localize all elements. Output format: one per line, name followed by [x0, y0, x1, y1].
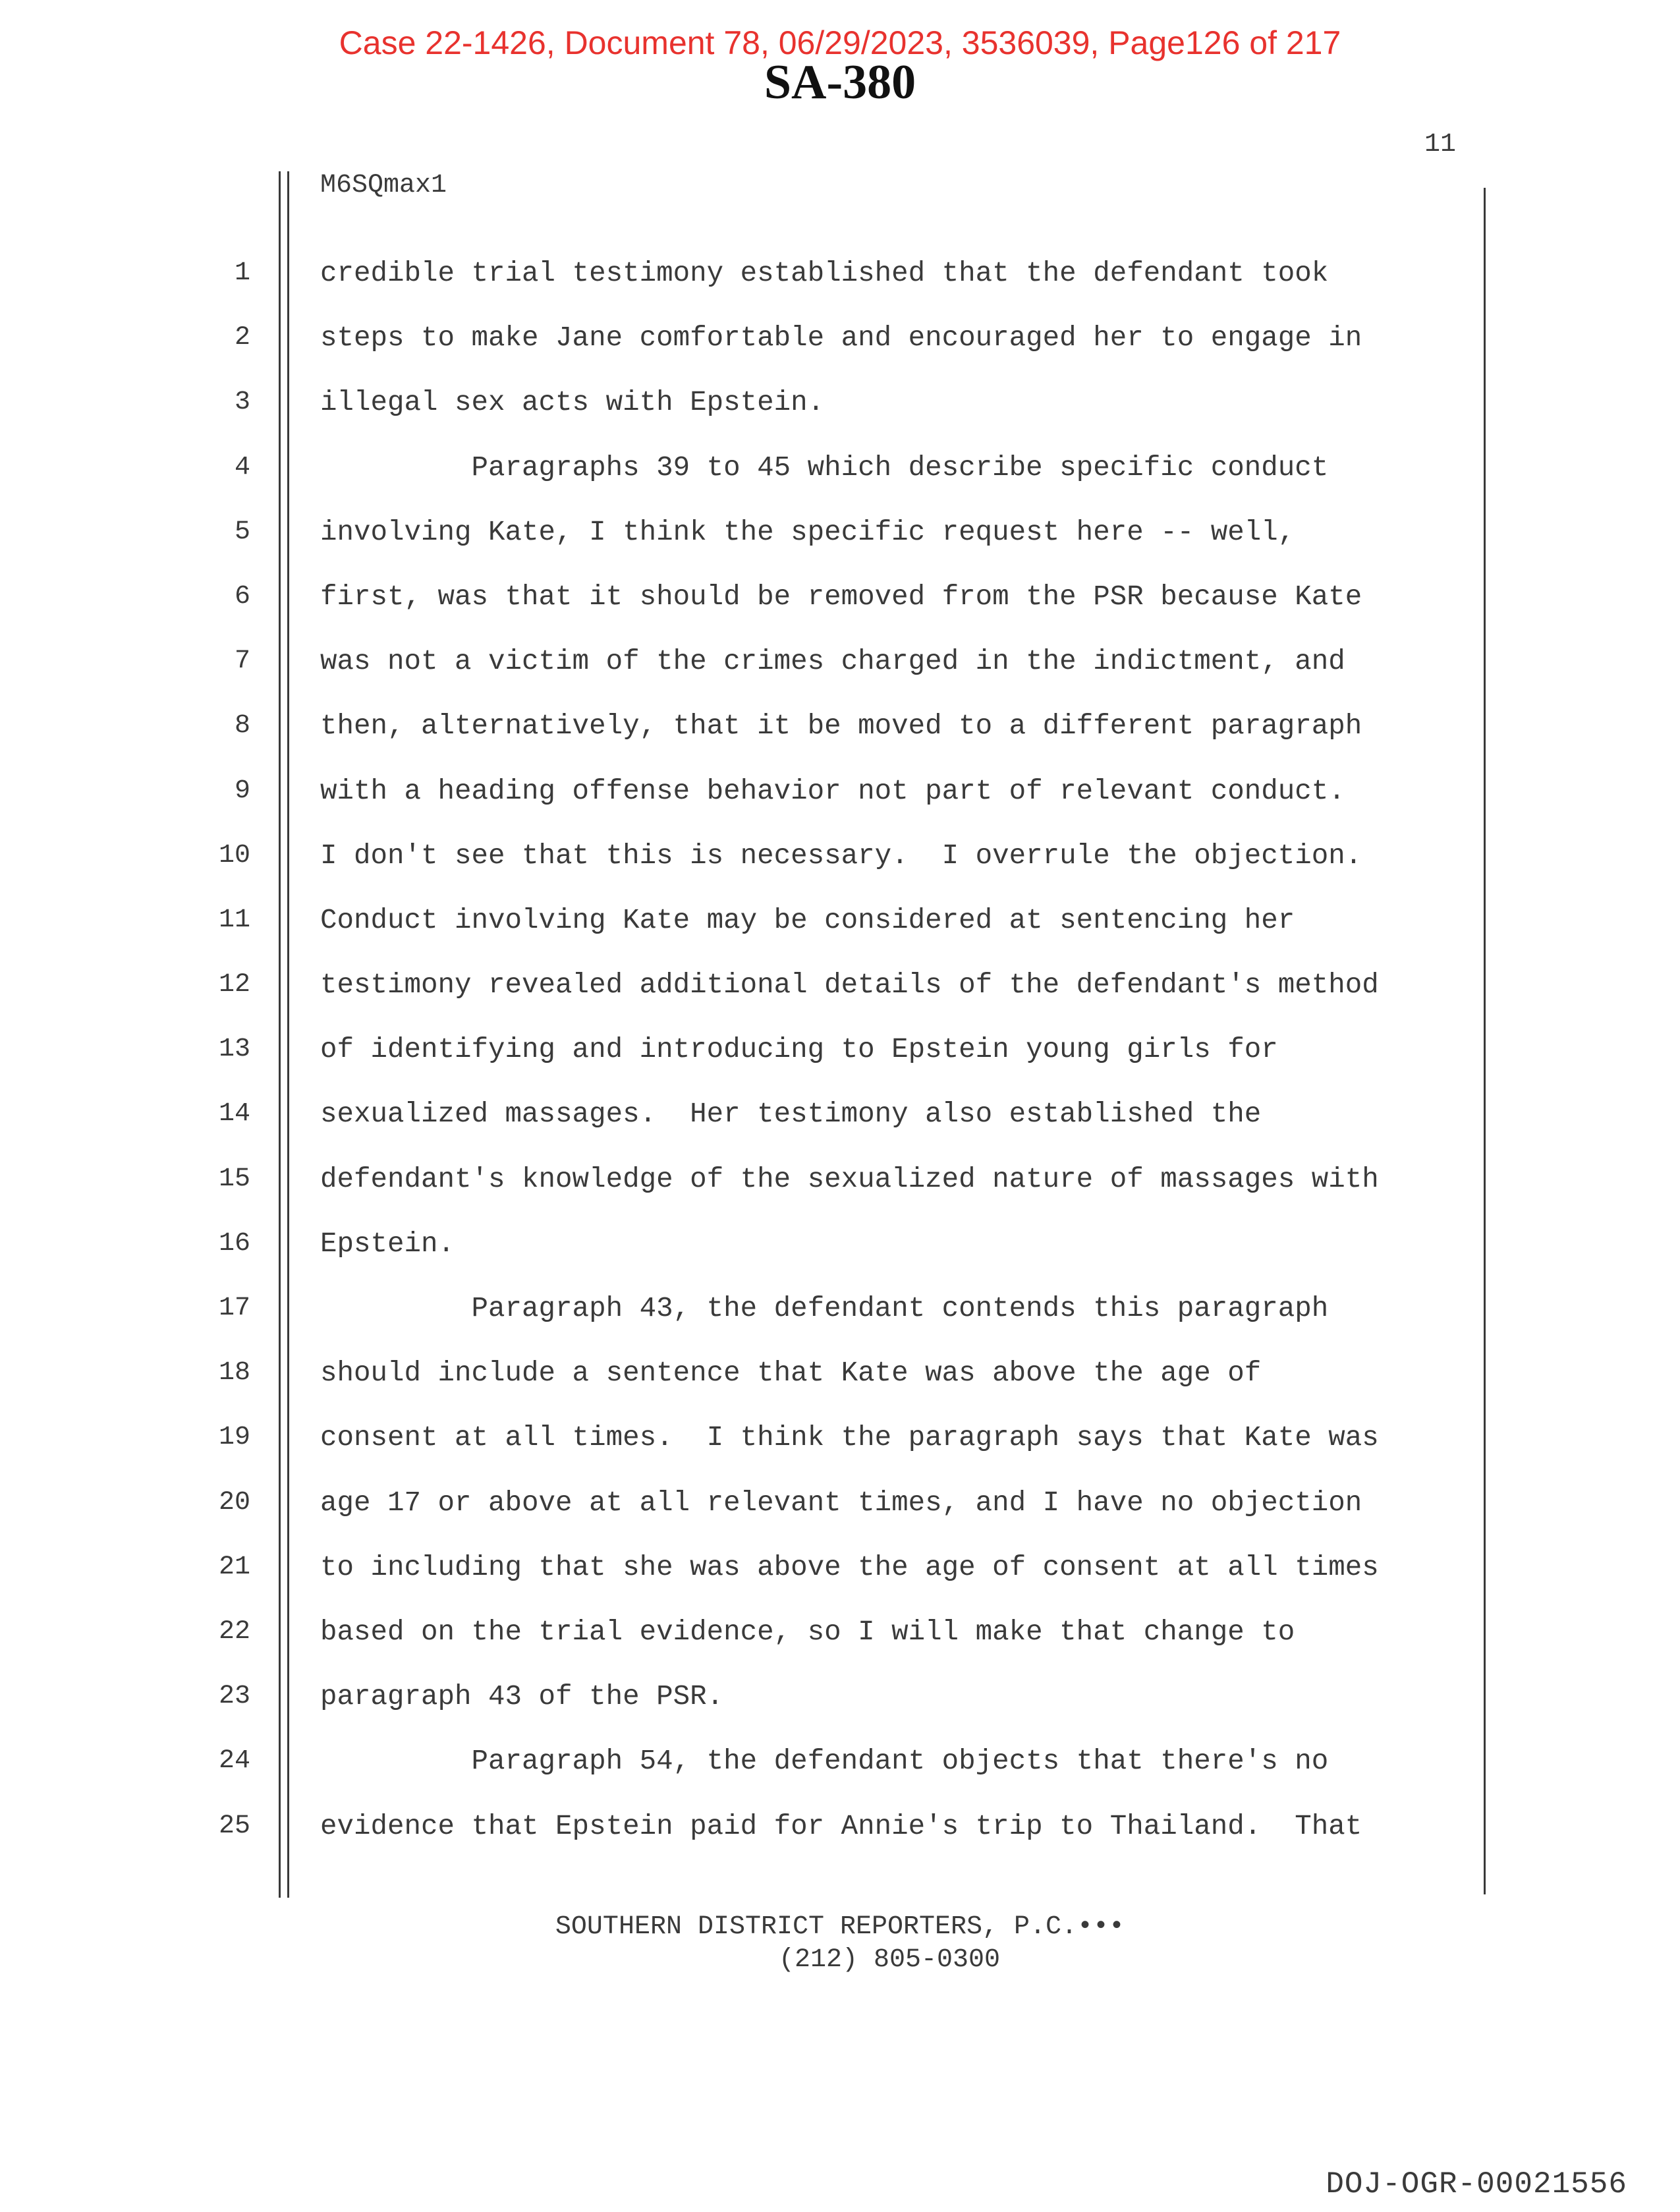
line-number: 22 [218, 1616, 250, 1647]
transcript-line: sexualized massages. Her testimony also established the [320, 1098, 1262, 1131]
reporter-name: SOUTHERN DISTRICT REPORTERS, P.C.••• [555, 1912, 1125, 1942]
transcript-line: Epstein. [320, 1228, 455, 1260]
document-code: M6SQmax1 [320, 171, 447, 200]
line-number: 14 [218, 1099, 250, 1129]
transcript-line: Paragraphs 39 to 45 which describe specific conduct [320, 451, 1329, 484]
transcript-line: defendant's knowledge of the sexualized nature of massages with [320, 1163, 1379, 1195]
line-number: 23 [218, 1682, 250, 1712]
transcript-line: then, alternatively, that it be moved to a different paragraph [320, 710, 1362, 743]
case-header: Case 22-1426, Document 78, 06/29/2023, 3536039, Page126 of 217 [339, 24, 1341, 61]
reporter-phone: (212) 805-0300 [778, 1945, 1001, 1975]
line-number: 21 [218, 1552, 250, 1582]
line-number: 4 [234, 452, 250, 482]
transcript-line: based on the trial evidence, so I will make that change to [320, 1616, 1295, 1648]
transcript-line: age 17 or above at all relevant times, and I have no objection [320, 1487, 1362, 1519]
line-number: 25 [218, 1811, 250, 1841]
transcript-line: involving Kate, I think the specific request here -- well, [320, 516, 1295, 548]
line-number: 17 [218, 1293, 250, 1323]
transcript-line: was not a victim of the crimes charged in the indictment, and [320, 646, 1345, 678]
line-number: 1 [234, 258, 250, 288]
line-number: 7 [234, 646, 250, 677]
line-number: 9 [234, 776, 250, 806]
line-number: 12 [218, 970, 250, 1000]
line-number: 18 [218, 1358, 250, 1388]
transcript-line: testimony revealed additional details of the defendant's method [320, 969, 1379, 1002]
transcript-line: first, was that it should be removed from the PSR because Kate [320, 581, 1362, 613]
line-number: 3 [234, 387, 250, 418]
left-margin-rule-inner [287, 171, 289, 1898]
line-number: 20 [218, 1487, 250, 1517]
transcript-line: of identifying and introducing to Epstein young girls for [320, 1034, 1278, 1066]
line-number: 15 [218, 1164, 250, 1194]
bates-number: DOJ-OGR-00021556 [1326, 2167, 1627, 2201]
line-number: 5 [234, 517, 250, 547]
line-number: 2 [234, 323, 250, 353]
transcript-line: to including that she was above the age of consent at all times [320, 1551, 1379, 1583]
line-number: 11 [218, 905, 250, 935]
transcript-line: should include a sentence that Kate was above the age of [320, 1357, 1262, 1390]
reporter-footer [0, 1911, 1680, 1977]
line-number: 24 [218, 1746, 250, 1776]
line-number: 19 [218, 1423, 250, 1453]
transcript-line: evidence that Epstein paid for Annie's trip to Thailand. That [320, 1810, 1362, 1842]
transcript-line: Conduct involving Kate may be considered at sentencing her [320, 904, 1295, 936]
line-number: 13 [218, 1035, 250, 1065]
transcript-line: Paragraph 43, the defendant contends this paragraph [320, 1293, 1329, 1324]
line-number: 6 [234, 581, 250, 611]
page-number: 11 [1424, 130, 1456, 159]
transcript-line: consent at all times. I think the paragraph says that Kate was [320, 1422, 1379, 1454]
transcript-line: paragraph 43 of the PSR. [320, 1681, 724, 1713]
transcript-line: illegal sex acts with Epstein. [320, 387, 825, 419]
line-number: 10 [218, 840, 250, 870]
transcript-line: steps to make Jane comfortable and encouraged her to engage in [320, 322, 1362, 354]
right-margin-rule [1484, 188, 1486, 1894]
transcript-line: credible trial testimony established that the defendant took [320, 258, 1329, 289]
left-margin-rule-outer [279, 171, 281, 1898]
line-number: 8 [234, 711, 250, 741]
line-number-column [198, 254, 250, 1871]
line-number: 16 [218, 1228, 250, 1259]
transcript-line: Paragraph 54, the defendant objects that there's no [320, 1745, 1329, 1778]
transcript-line: with a heading offense behavior not part of relevant conduct. [320, 775, 1345, 807]
transcript-line: I don't see that this is necessary. I overrule the objection. [320, 839, 1362, 872]
sa-page-label: SA-380 [764, 55, 916, 109]
transcript-body [320, 254, 1467, 1871]
